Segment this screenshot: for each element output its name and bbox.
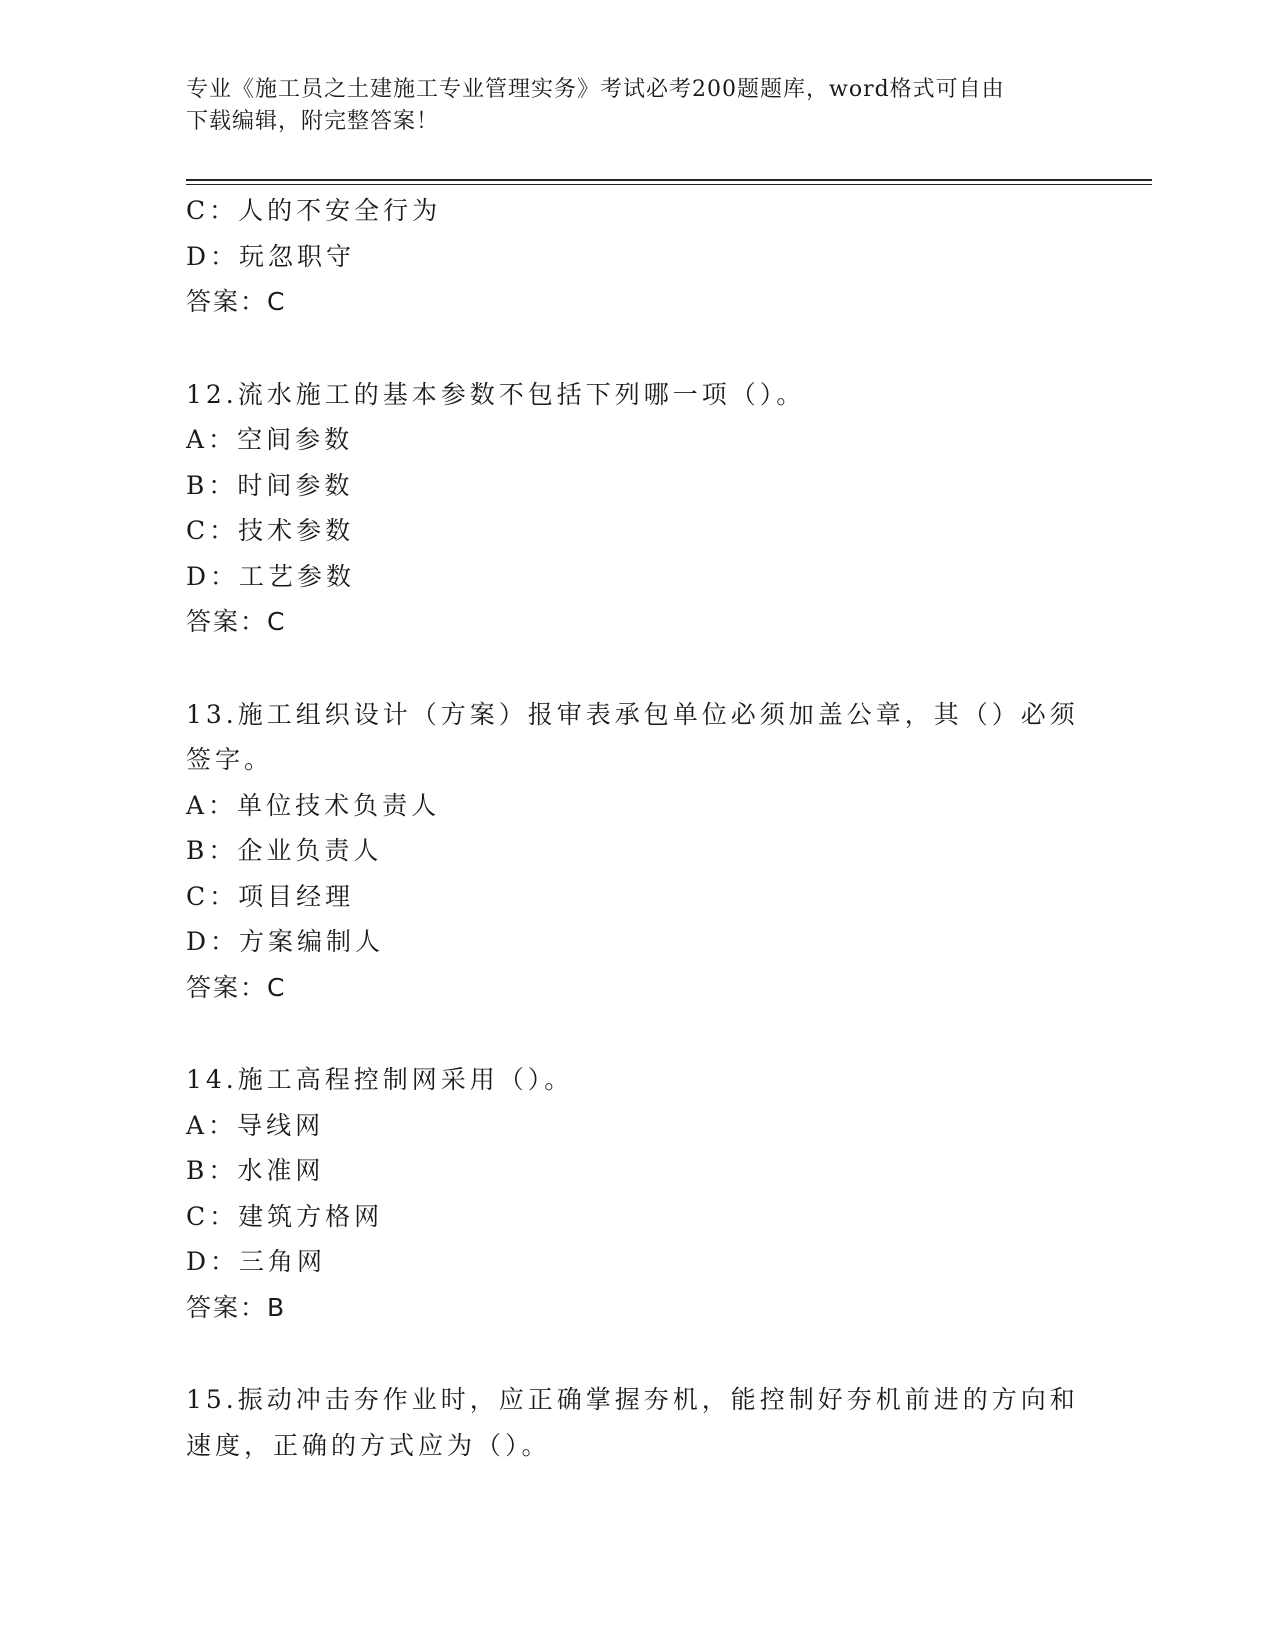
option-label: B： (186, 836, 238, 865)
option-text: 技术参数 (238, 516, 355, 545)
option-label: D： (186, 1247, 240, 1276)
spacer (186, 325, 1086, 372)
option-text: 方案编制人 (239, 927, 385, 956)
option-text: 玩忽职守 (239, 241, 356, 271)
option-d (186, 919, 1086, 965)
header-line-2: 下载编辑，附完整答案！ (186, 109, 440, 134)
option-label: C： (186, 196, 239, 225)
option-a (186, 417, 1086, 463)
option-text: 工艺参数 (239, 561, 356, 591)
option-label: B： (186, 470, 238, 500)
option-text: 空间参数 (237, 425, 354, 454)
option-text: 时间参数 (237, 470, 354, 500)
option-text: 单位技术负责人 (237, 790, 441, 820)
question-stem: 15.振动冲击夯作业时，应正确掌握夯机，能控制好夯机前进的方向和 (186, 1385, 1079, 1414)
header-divider-thick (186, 179, 1152, 181)
option-d (186, 554, 1086, 600)
spacer (186, 1330, 1086, 1377)
option-c (186, 874, 1086, 920)
option-c (186, 508, 1086, 554)
document-header (186, 74, 1086, 138)
option-a (186, 783, 1086, 829)
option-text: 水准网 (237, 1156, 325, 1185)
option-text: 导线网 (237, 1110, 325, 1140)
option-label: C： (186, 516, 239, 545)
option-d (186, 234, 1086, 280)
header-divider-thin (186, 184, 1152, 185)
option-a (186, 1103, 1086, 1149)
option-label: D： (186, 927, 240, 956)
question-stem: 14.施工高程控制网采用（）。 (186, 1065, 574, 1094)
option-label: A： (186, 425, 238, 454)
answer-line: 答案：C (186, 972, 287, 1002)
option-text: 三角网 (239, 1247, 327, 1276)
option-label: B： (186, 1156, 238, 1185)
question-stem: 12.流水施工的基本参数不包括下列哪一项（）。 (186, 379, 806, 409)
question-stem: 13.施工组织设计（方案）报审表承包单位必须加盖公章，其（）必须 (186, 699, 1079, 729)
option-label: D： (186, 561, 240, 591)
answer-line: 答案：B (186, 1292, 287, 1322)
option-text: 项目经理 (238, 881, 355, 911)
option-b (186, 828, 1086, 874)
option-text: 建筑方格网 (238, 1201, 384, 1231)
header-line-1: 专业《施工员之土建施工专业管理实务》考试必考200题题库，word格式可自由 (186, 77, 1005, 102)
option-c (186, 188, 1086, 234)
option-text: 企业负责人 (237, 836, 383, 865)
option-label: C： (186, 1201, 239, 1231)
spacer (186, 645, 1086, 692)
question-list (186, 188, 1086, 1468)
option-label: D： (186, 241, 240, 271)
question-stem-continued: 速度，正确的方式应为（）。 (186, 1430, 551, 1460)
option-label: A： (186, 1110, 238, 1140)
option-label: A： (186, 790, 238, 820)
option-text: 人的不安全行为 (238, 196, 442, 225)
question-stem-continued: 签字。 (186, 745, 274, 774)
answer-line: 答案：C (186, 287, 287, 316)
spacer (186, 1010, 1086, 1057)
option-d (186, 1239, 1086, 1285)
option-b (186, 1148, 1086, 1194)
option-c (186, 1194, 1086, 1240)
answer-line: 答案：C (186, 607, 287, 636)
option-label: C： (186, 881, 239, 911)
option-b (186, 463, 1086, 509)
